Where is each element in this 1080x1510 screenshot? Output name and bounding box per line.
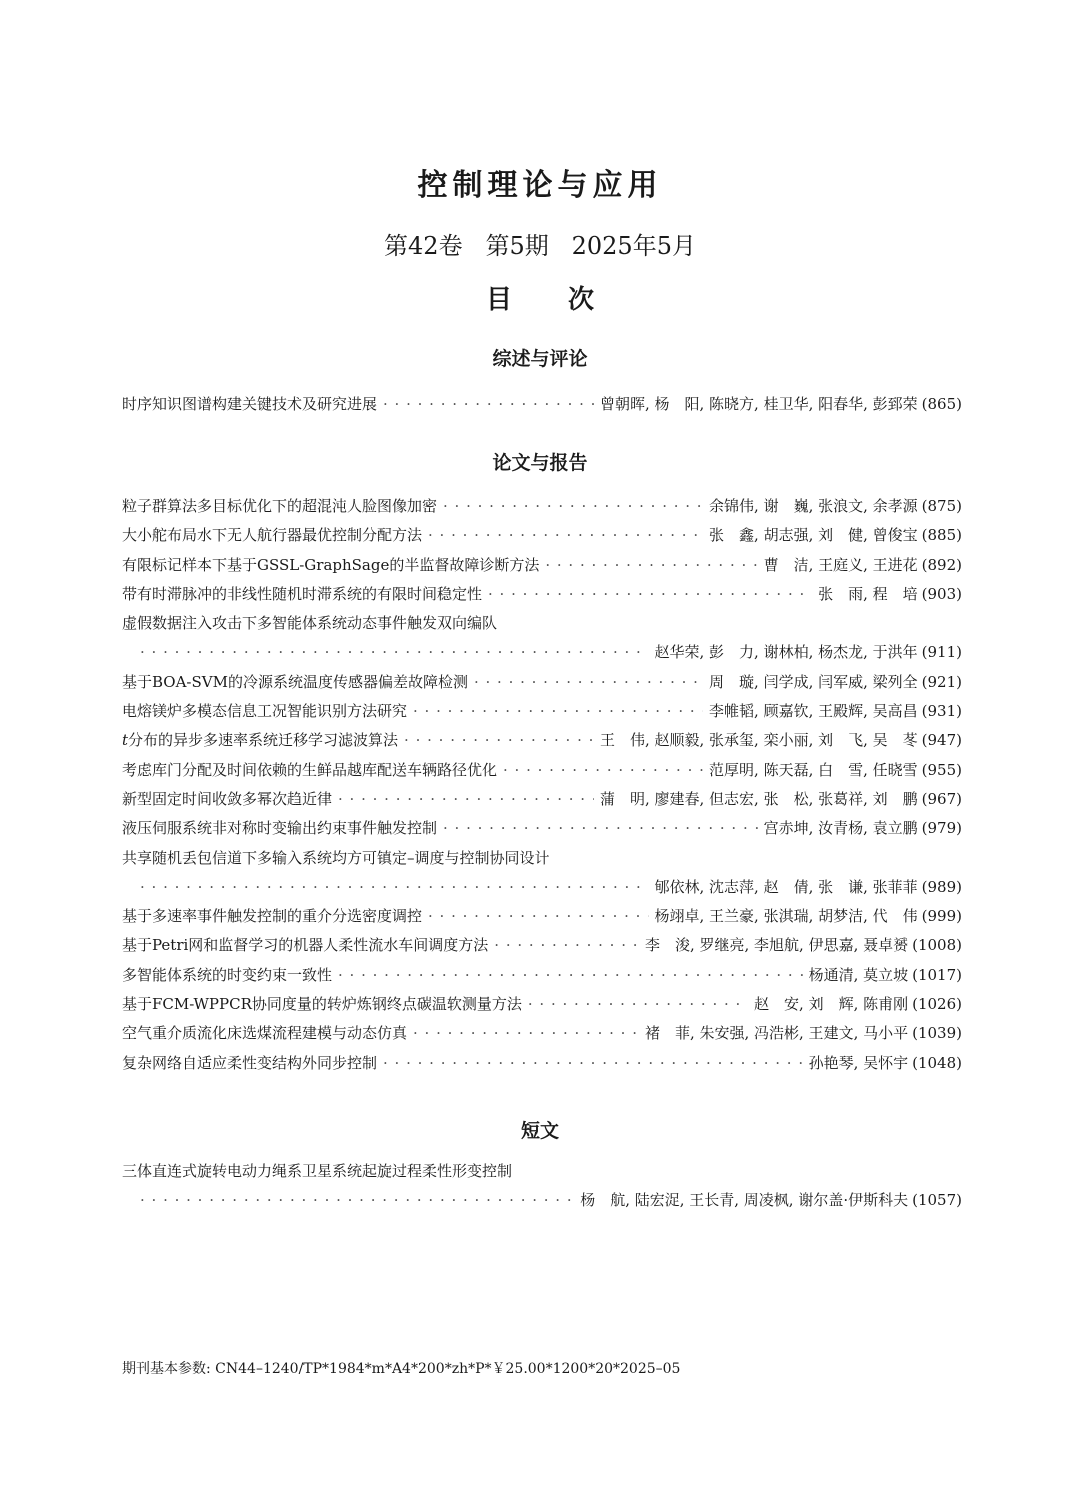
section-entries-papers [122,492,962,1078]
entry-page: (903) [921,584,962,603]
entry-title: 粒子群算法多目标优化下的超混沌人脸图像加密 [122,497,438,515]
entry-authors: 孙艳琴, 吴怀宇 [808,1053,909,1072]
entry-authors: 李 浚, 罗继亮, 李旭航, 伊思嘉, 聂卓赟 [644,936,909,955]
dot-leader [140,638,649,667]
entry-authors: 赵华荣, 彭 力, 谢林柏, 杨杰龙, 于洪年 [654,643,918,662]
entry-page: (1057) [912,1191,962,1210]
entry-authors: 赵 安, 刘 辉, 陈甫刚 [754,995,909,1014]
entry-authors: 范厚明, 陈天磊, 白 雪, 任晓雪 [709,760,918,779]
entry-page: (931) [921,702,962,721]
issue-info: 第42卷 第5期 2025年5月 [384,232,696,260]
toc-entry[interactable] [122,521,962,550]
dot-leader [413,697,703,726]
entry-title: 有限标记样本下基于GSSL-GraphSage的半监督故障诊断方法 [122,555,540,574]
entry-page: (1026) [912,995,962,1014]
entry-authors: 余锦伟, 谢 巍, 张浪文, 余孝源 [709,497,918,515]
entry-title: 空气重介质流化床选煤流程建模与动态仿真 [122,1024,408,1043]
dot-leader [383,1049,803,1078]
entry-title: 带有时滞脉冲的非线性随机时滞系统的有限时间稳定性 [122,584,483,603]
entry-authors: 杨 航, 陆宏浞, 王长青, 周凌枫, 谢尔盖·伊斯科夫 [580,1191,909,1210]
entry-title: 基于多速率事件触发控制的重介分选密度调控 [122,907,423,926]
section-title-short: 短文 [520,1120,559,1142]
entry-authors: 张 雨, 程 培 [818,584,918,603]
entry-page: (947) [921,731,962,750]
toc-entry[interactable] [122,1049,962,1078]
entry-page: (1039) [912,1024,962,1043]
entry-title: 三体直连式旋转电动力绳系卫星系统起旋过程柔性形变控制 [122,1162,513,1180]
entry-page: (885) [921,526,962,545]
entry-page: (921) [921,672,962,691]
entry-title [122,726,398,755]
section-entries-short [122,1157,962,1216]
entry-page: (979) [921,819,962,838]
toc-entry[interactable] [122,844,962,903]
entry-title: 考虑库门分配及时间依赖的生鲜品越库配送车辆路径优化 [122,760,498,779]
toc-entry[interactable] [122,961,962,990]
dot-leader [383,390,594,419]
entry-page: (1008) [912,936,962,955]
entry-authors: 张 鑫, 胡志强, 刘 健, 曾俊宝 [709,526,918,545]
toc-entry[interactable] [122,931,962,960]
toc-entry[interactable] [122,580,962,609]
entry-authors: 周 璇, 闫学成, 闫军威, 梁列全 [709,672,918,691]
entry-title: 液压伺服系统非对称时变输出约束事件触发控制 [122,819,438,838]
entry-page: (875) [921,497,962,515]
entry-authors: 曾朝晖, 杨 阳, 陈晓方, 桂卫华, 阳春华, 彭郅荣 [599,395,918,413]
entry-authors: 杨翊卓, 王兰豪, 张淇瑞, 胡梦洁, 代 伟 [654,907,918,926]
entry-authors: 宫赤坤, 汝青杨, 袁立鹏 [763,819,918,838]
toc-entry[interactable] [122,609,962,668]
entry-authors: 曹 洁, 王庭义, 王进花 [763,555,918,574]
entry-title: 基于BOA-SVM的冷源系统温度传感器偏差故障检测 [122,672,468,691]
entry-title: 复杂网络自适应柔性变结构外同步控制 [122,1053,378,1072]
entry-title: 基于Petri网和监督学习的机器人柔性流水车间调度方法 [122,936,489,955]
dot-leader [528,990,748,1019]
toc-entry[interactable] [122,1019,962,1048]
entry-authors: 褚 菲, 朱安强, 冯浩彬, 王建文, 马小平 [644,1024,909,1043]
dot-leader [488,580,812,609]
toc-entry[interactable] [122,726,962,755]
entry-page: (967) [921,789,962,808]
toc-entry[interactable] [122,814,962,843]
toc-entry[interactable] [122,492,962,521]
entry-authors: 郇依林, 沈志萍, 赵 倩, 张 谦, 张菲菲 [654,877,918,896]
entry-authors: 李帷韬, 顾嘉钦, 王殿辉, 吴高昌 [709,702,918,721]
section-title-papers: 论文与报告 [492,452,588,474]
dot-leader [338,961,803,990]
toc-heading-char-2: 次 [568,285,595,315]
toc-entry[interactable] [122,551,962,580]
entry-page: (865) [921,395,962,413]
toc-heading [0,280,1080,320]
journal-title: 控制理论与应用 [417,168,663,203]
entry-title: 基于FCM-WPPCR协同度量的转炉炼钢终点碳温软测量方法 [122,995,522,1014]
entry-page: (1048) [912,1053,962,1072]
section-entries-review [122,390,962,419]
dot-leader [474,668,703,697]
section-title-review: 综述与评论 [492,348,588,370]
dot-leader [140,873,649,902]
entry-title: 时序知识图谱构建关键技术及研究进展 [122,395,378,413]
entry-title: 虚假数据注入攻击下多智能体系统动态事件触发双向编队 [122,614,498,633]
dot-leader [413,1019,639,1048]
toc-entry[interactable] [122,785,962,814]
entry-title: 新型固定时间收敛多幂次趋近律 [122,789,333,808]
toc-entry[interactable] [122,990,962,1019]
dot-leader [443,492,703,521]
entry-authors: 王 伟, 赵顺毅, 张承玺, 栾小丽, 刘 飞, 吴 苳 [599,731,918,750]
dot-leader [503,756,703,785]
entry-page: (989) [921,877,962,896]
dot-leader [428,521,703,550]
entry-page: (1017) [912,965,962,984]
dot-leader [428,902,648,931]
toc-entry[interactable] [122,697,962,726]
entry-title: 电熔镁炉多模态信息工况智能识别方法研究 [122,702,408,721]
entry-title-text: 分布的异步多速率系统迁移学习滤波算法 [128,731,399,750]
dot-leader [545,551,757,580]
entry-authors: 杨通清, 莫立坡 [808,965,909,984]
dot-leader [140,1186,574,1215]
entry-title: 大小舵布局水下无人航行器最优控制分配方法 [122,526,423,545]
dot-leader [443,814,758,843]
dot-leader [494,931,639,960]
toc-entry[interactable] [122,1157,962,1216]
entry-page: (892) [921,555,962,574]
entry-page: (999) [921,907,962,926]
toc-entry[interactable] [122,668,962,697]
entry-page: (911) [921,643,962,662]
entry-page: (955) [921,760,962,779]
entry-title: 多智能体系统的时变约束一致性 [122,965,333,984]
toc-heading-char-1: 目 [485,285,512,315]
entry-title: 共享随机丢包信道下多输入系统均方可镇定–调度与控制协同设计 [122,848,550,867]
toc-entry[interactable] [122,390,962,419]
toc-entry[interactable] [122,756,962,785]
toc-entry[interactable] [122,902,962,931]
entry-title-prefix: t [122,731,129,750]
dot-leader [404,726,594,755]
journal-parameters: 期刊基本参数: CN44–1240/TP*1984*m*A4*200*zh*P*￥25.00*1200*20*2025–05 [122,1361,681,1377]
dot-leader [338,785,594,814]
entry-authors: 蒲 明, 廖建春, 但志宏, 张 松, 张葛祥, 刘 鹏 [599,789,918,808]
